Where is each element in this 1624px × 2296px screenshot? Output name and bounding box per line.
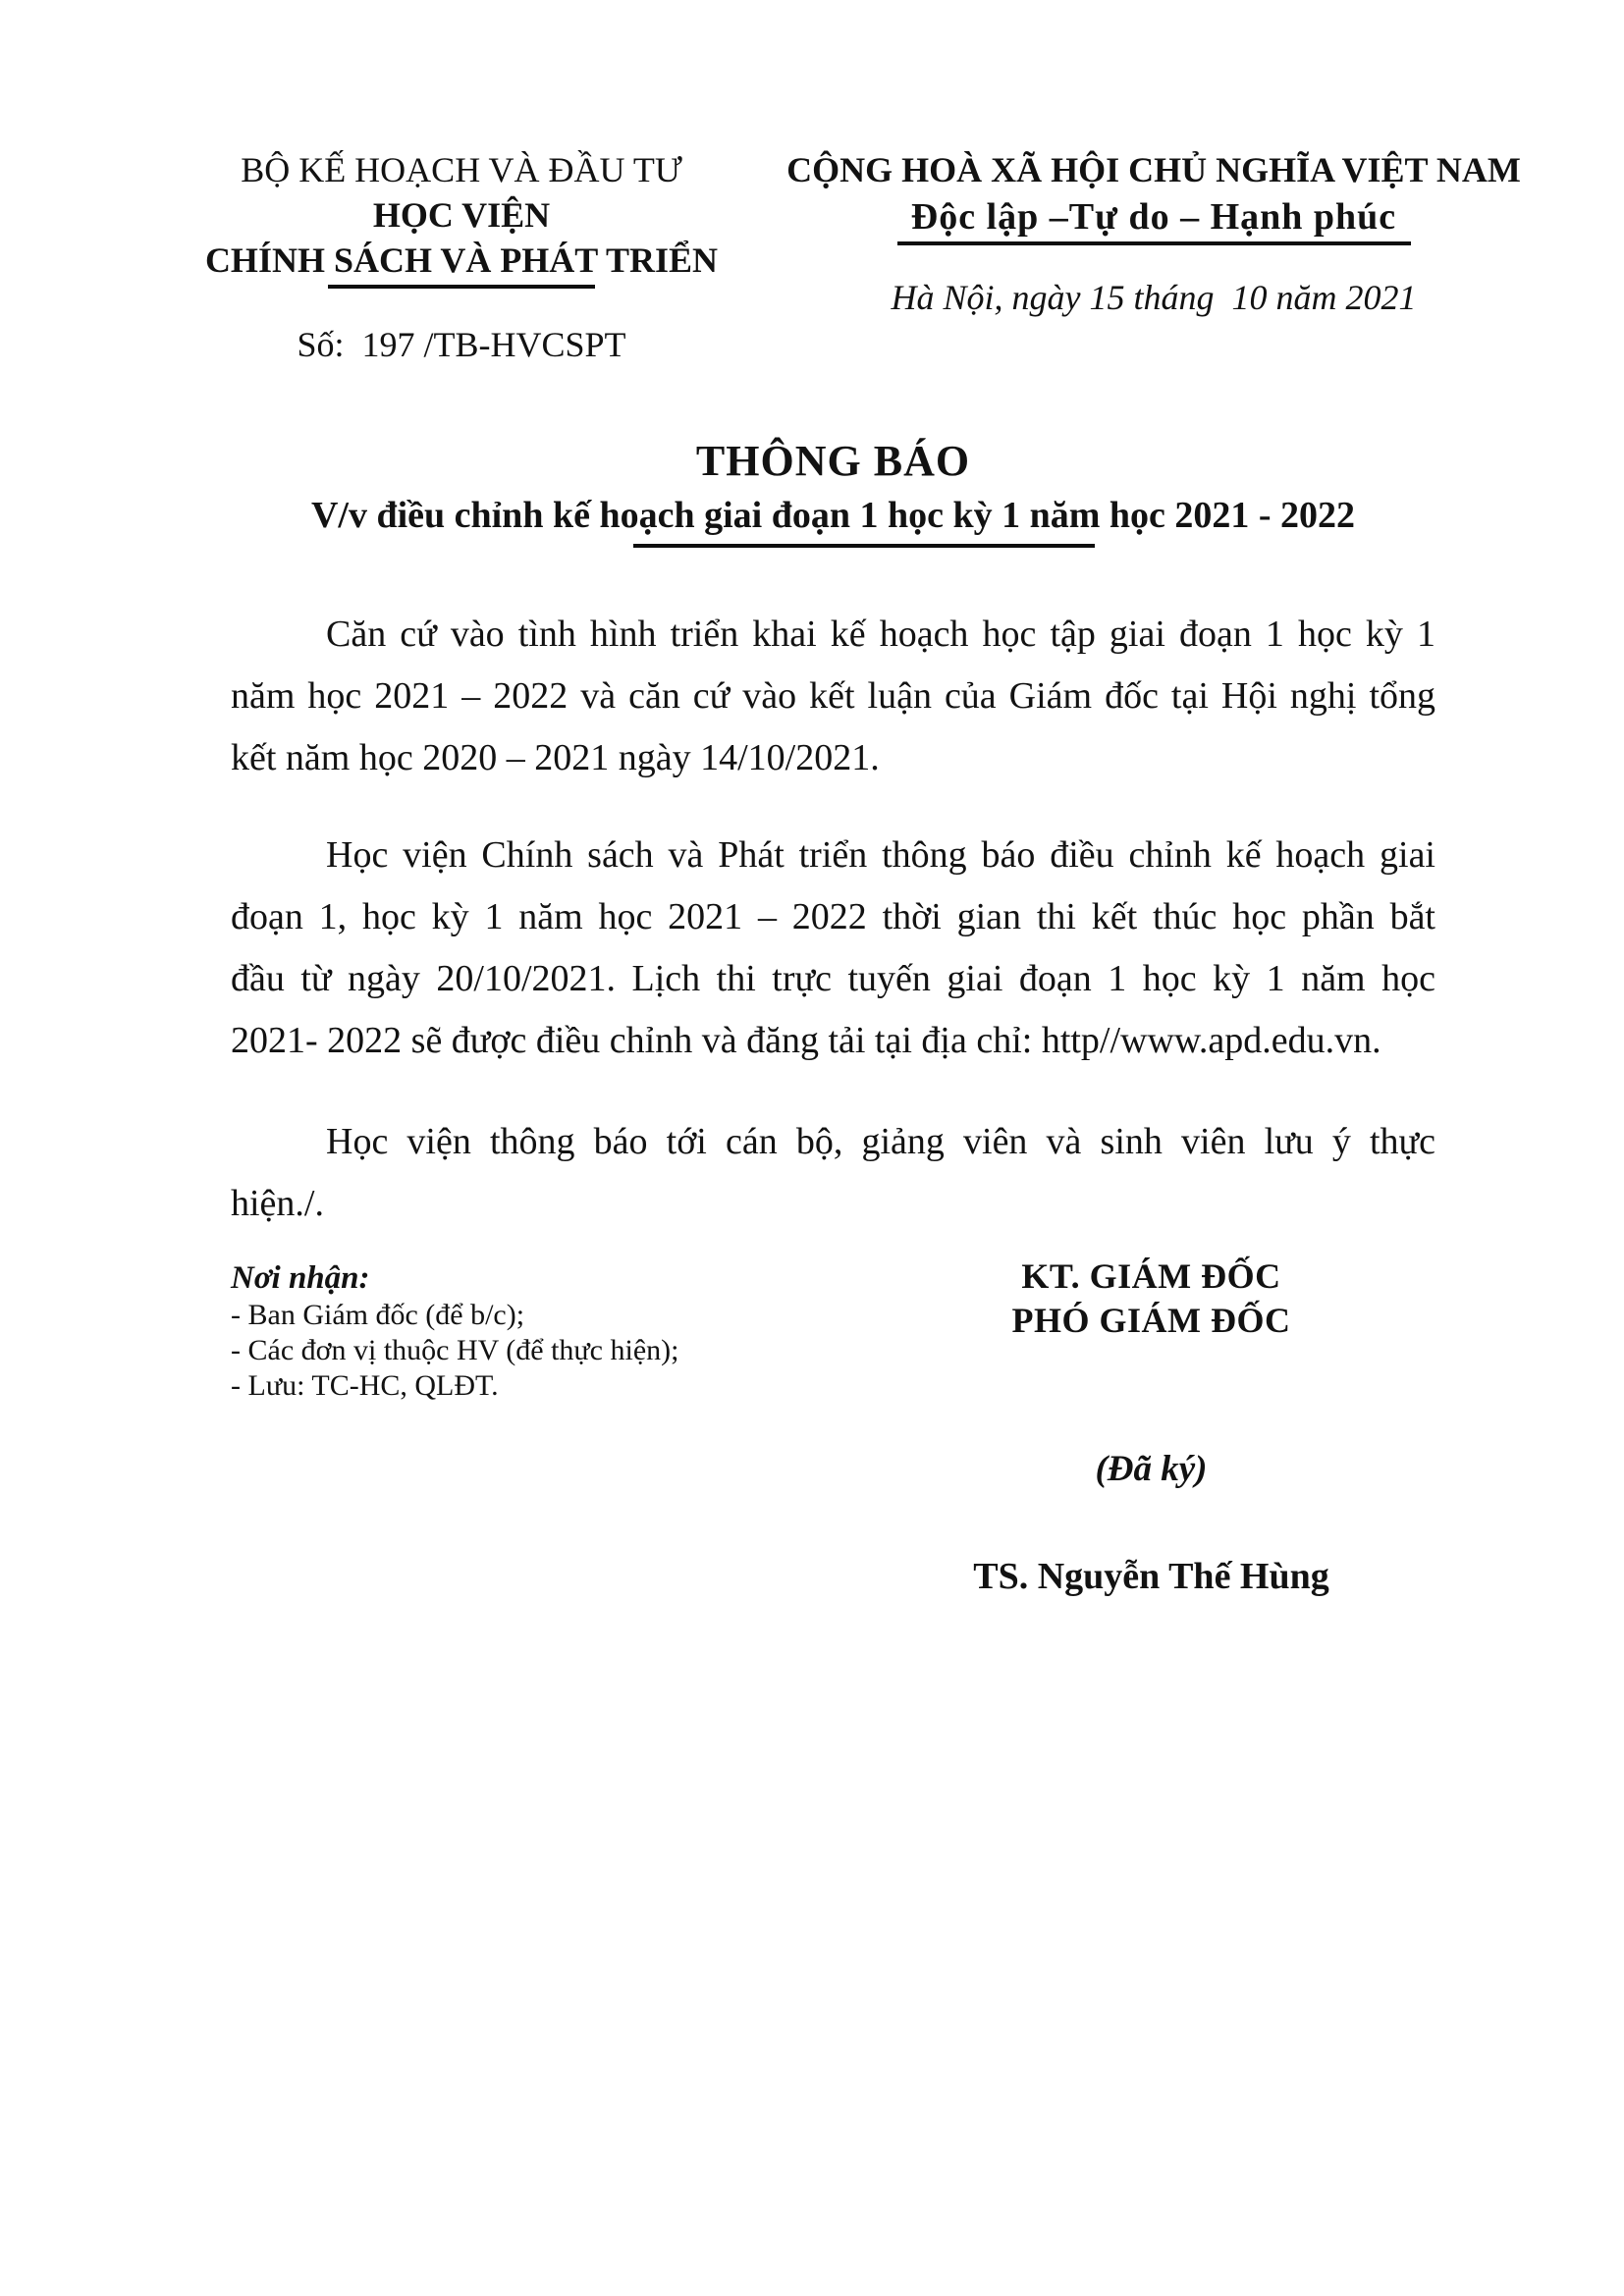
org-underline — [328, 285, 595, 289]
body-line: đoạn 1, học kỳ 1 năm học 2021 – 2022 thời gian thi kết thúc học phần bắt — [231, 896, 1435, 937]
recipient-item: - Ban Giám đốc (để b/c); — [231, 1299, 525, 1331]
paragraph-2 — [231, 825, 1435, 1072]
body-line: hiện./. — [231, 1183, 324, 1224]
ministry-name: BỘ KẾ HOẠCH VÀ ĐẦU TƯ — [241, 150, 682, 189]
motto-underline — [897, 241, 1411, 245]
signing-authority-line2: PHÓ GIÁM ĐỐC — [1011, 1301, 1291, 1340]
body-line: đầu từ ngày 20/10/2021. Lịch thi trực tuyến giai đoạn 1 học kỳ 1 năm học — [231, 958, 1435, 999]
republic-title: CỘNG HOÀ XÃ HỘI CHỦ NGHĨA VIỆT NAM — [786, 150, 1521, 189]
body-line: 2021- 2022 sẽ được điều chỉnh và đăng tải tại địa chỉ: http//www.apd.edu.vn. — [231, 1020, 1381, 1061]
recipient-item: - Lưu: TC-HC, QLĐT. — [231, 1369, 499, 1402]
document-number: Số: 197 /TB-HVCSPT — [297, 325, 626, 364]
body-line: Căn cứ vào tình hình triển khai kế hoạch học tập giai đoạn 1 học kỳ 1 — [326, 614, 1435, 655]
recipients-label: Nơi nhận: — [231, 1260, 370, 1296]
recipient-item: - Các đơn vị thuộc HV (để thực hiện); — [231, 1334, 679, 1366]
body-line: năm học 2021 – 2022 và căn cứ vào kết luận của Giám đốc tại Hội nghị tổng — [231, 675, 1435, 717]
document-title: THÔNG BÁO — [695, 437, 971, 485]
body-line: Học viện Chính sách và Phát triển thông báo điều chỉnh kế hoạch giai — [326, 834, 1435, 876]
body-line: Học viện thông báo tới cán bộ, giảng viên và sinh viên lưu ý thực — [326, 1121, 1435, 1162]
title-block — [231, 434, 1435, 548]
paragraph-1 — [231, 604, 1435, 789]
national-header-block — [766, 147, 1542, 320]
recipients-block — [231, 1258, 741, 1404]
document-subject: V/v điều chỉnh kế hoạch giai đoạn 1 học kỳ 1 năm học 2021 - 2022 — [310, 495, 1356, 536]
title-underline — [633, 544, 1095, 548]
paragraph-3 — [231, 1111, 1435, 1235]
body-line: kết năm học 2020 – 2021 ngày 14/10/2021. — [231, 737, 880, 778]
signed-note: (Đã ký) — [1095, 1449, 1208, 1489]
academy-name-line2: CHÍNH SÁCH VÀ PHÁT TRIỂN — [204, 240, 719, 280]
academy-name-line1: HỌC VIỆN — [372, 195, 551, 235]
issuing-org-block — [182, 147, 741, 367]
place-date: Hà Nội, ngày 15 tháng 10 năm 2021 — [891, 278, 1417, 317]
national-motto: Độc lập –Tự do – Hạnh phúc — [910, 196, 1397, 238]
body-text — [231, 604, 1435, 1235]
signer-name: TS. Nguyễn Thế Hùng — [973, 1556, 1329, 1597]
signature-block — [884, 1255, 1419, 1600]
signing-authority-line1: KT. GIÁM ĐỐC — [1021, 1256, 1281, 1296]
